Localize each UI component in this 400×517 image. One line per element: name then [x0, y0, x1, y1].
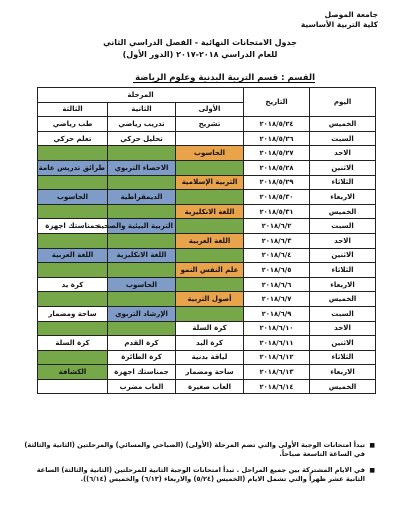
date-cell: ٢٠١٨/٦/٧ [244, 292, 310, 307]
day-cell: الاثنين [310, 160, 376, 175]
table-row [38, 131, 376, 146]
stage-first-cell [176, 190, 244, 205]
stage-second-cell: كرة الطائرة [108, 350, 176, 365]
table-row [38, 160, 376, 175]
stage-third-cell: ساحة ومضمار [38, 306, 108, 321]
day-cell: السبت [310, 131, 376, 146]
header-day: اليوم [310, 88, 376, 117]
stage-second-cell [108, 321, 176, 336]
stage-third-cell [38, 350, 108, 365]
stage-second-cell [108, 233, 176, 248]
day-cell: الاحد [310, 233, 376, 248]
day-cell: السبت [310, 219, 376, 234]
table-row [38, 292, 376, 307]
day-cell: الاربعاء [310, 190, 376, 205]
exam-table [37, 87, 376, 394]
stage-first-cell: تشريح [176, 117, 244, 132]
stage-third-cell [38, 379, 108, 394]
institution-header [301, 10, 378, 30]
date-cell: ٢٠١٨/٥/٣١ [244, 204, 310, 219]
date-cell: ٢٠١٨/٥/٣٠ [244, 190, 310, 205]
date-cell: ٢٠١٨/٦/٤ [244, 248, 310, 263]
stage-second-cell: تحليل حركي [108, 131, 176, 146]
date-cell: ٢٠١٨/٦/١٣ [244, 365, 310, 380]
date-cell: ٢٠١٨/٥/٢٧ [244, 146, 310, 161]
stage-third-cell: اللغة العربية [38, 248, 108, 263]
note-item: ■ في الايام المشتركة بين جميع المراحل . تبدأ امتحانات الوجبة الثانية للمرحلتين (الثانية والثالثة) الساعة الثانية عشر ظهراً والتي تشمل الايام (الخميس (٥/٢٤) والاربعاء (٦/١٣) والخميس (٦/١٤)). [20, 466, 375, 484]
stage-third-cell [38, 175, 108, 190]
date-cell: ٢٠١٨/٦/٩ [244, 306, 310, 321]
date-cell: ٢٠١٨/٥/٢٦ [244, 131, 310, 146]
stage-first-cell [176, 131, 244, 146]
day-cell: الاربعاء [310, 277, 376, 292]
stage-third-cell [38, 321, 108, 336]
day-cell: الاحد [310, 321, 376, 336]
stage-second-cell: اللغة الانكليزية [108, 248, 176, 263]
header-third: الثالثة [38, 102, 108, 117]
table-row [38, 233, 376, 248]
stage-third-cell [38, 146, 108, 161]
header-stage: المرحلة [38, 88, 244, 103]
day-cell: الثلاثاء [310, 263, 376, 278]
stage-first-cell: التربية الإسلامية [176, 175, 244, 190]
day-cell: الثلاثاء [310, 350, 376, 365]
stage-second-cell: جمناستك اجهزة [108, 365, 176, 380]
stage-third-cell: الكشافة [38, 365, 108, 380]
stage-third-cell: كرة يد [38, 277, 108, 292]
date-cell: ٢٠١٨/٦/٢ [244, 219, 310, 234]
day-cell: الاحد [310, 146, 376, 161]
date-cell: ٢٠١٨/٥/٢٨ [244, 160, 310, 175]
day-cell: الاثنين [310, 336, 376, 351]
stage-first-cell [176, 219, 244, 234]
stage-second-cell [108, 263, 176, 278]
date-cell: ٢٠١٨/٥/٢٩ [244, 175, 310, 190]
table-row [38, 321, 376, 336]
table-row [38, 336, 376, 351]
stage-second-cell: الإرشاد التربوي [108, 306, 176, 321]
stage-second-cell: تدريب رياضي [108, 117, 176, 132]
stage-first-cell [176, 248, 244, 263]
date-cell: ٢٠١٨/٦/١٢ [244, 350, 310, 365]
stage-third-cell [38, 292, 108, 307]
date-cell: ٢٠١٨/٦/١٤ [244, 379, 310, 394]
table-row [38, 248, 376, 263]
table-row [38, 379, 376, 394]
stage-first-cell: لياقة بدنية [176, 350, 244, 365]
stage-first-cell: اللغة الانكليزية [176, 204, 244, 219]
table-row [38, 277, 376, 292]
stage-second-cell: التربية البيئية والصحية [108, 219, 176, 234]
day-cell: الخميس [310, 292, 376, 307]
date-cell: ٢٠١٨/٦/١٠ [244, 321, 310, 336]
table-row [38, 219, 376, 234]
stage-third-cell: تعلم حركي [38, 131, 108, 146]
table-row [38, 263, 376, 278]
header-date: التاريخ [244, 88, 310, 117]
stage-third-cell [38, 263, 108, 278]
day-cell: الاربعاء [310, 365, 376, 380]
table-row [38, 190, 376, 205]
day-cell: الخميس [310, 117, 376, 132]
stage-third-cell: طب رياضي [38, 117, 108, 132]
stage-second-cell: الديمقراطية [108, 190, 176, 205]
stage-third-cell: طرائق تدريس عامة [38, 160, 108, 175]
stage-third-cell: كرة السلة [38, 336, 108, 351]
stage-second-cell [108, 175, 176, 190]
day-cell: السبت [310, 306, 376, 321]
date-cell: ٢٠١٨/٦/١١ [244, 336, 310, 351]
stage-first-cell [176, 160, 244, 175]
stage-second-cell: الحاسوب [108, 277, 176, 292]
department-prefix: القسم [287, 73, 315, 83]
stage-second-cell [108, 292, 176, 307]
stage-first-cell: كرة اليد [176, 336, 244, 351]
stage-second-cell: كرة القدم [108, 336, 176, 351]
stage-third-cell [38, 204, 108, 219]
date-cell: ٢٠١٨/٦/٦ [244, 277, 310, 292]
date-cell: ٢٠١٨/٦/٥ [244, 263, 310, 278]
stage-second-cell: العاب مضرب [108, 379, 176, 394]
stage-first-cell: أصول التربية [176, 292, 244, 307]
schedule-title: جدول الامتحانات النهائية - الفصل الدراسي الثاني [103, 38, 297, 47]
stage-third-cell: جمناستك اجهزة [38, 219, 108, 234]
stage-first-cell: كرة السلة [176, 321, 244, 336]
college-name: كلية التربية الأساسية [300, 20, 378, 29]
table-row [38, 146, 376, 161]
university-name: جامعة الموصل [324, 10, 378, 19]
academic-year: للعام الدراسي ٢٠١٨-٢٠١٧ (الدور الأول) [122, 50, 278, 59]
stage-first-cell [176, 306, 244, 321]
table-row [38, 306, 376, 321]
stage-third-cell [38, 233, 108, 248]
date-cell: ٢٠١٨/٦/٣ [244, 233, 310, 248]
stage-second-cell [108, 204, 176, 219]
stage-first-cell: علم النفس النمو [176, 263, 244, 278]
stage-first-cell: الحاسوب [176, 146, 244, 161]
table-row [38, 365, 376, 380]
day-cell: الثلاثاء [310, 175, 376, 190]
table-header-row-1 [38, 88, 376, 103]
stage-third-cell: الحاسوب [38, 190, 108, 205]
note-item: ■ تبدأ امتحانات الوجبة الأولى والتي تضم المرحلة (الأولى) (الصباحي والمسائي) والمرحلتين (الثانية والثالثة) في الساعة التاسعة صباحاً. [20, 441, 375, 459]
table-row [38, 175, 376, 190]
stage-second-cell [108, 146, 176, 161]
date-cell: ٢٠١٨/٥/٢٤ [244, 117, 310, 132]
department-underline [133, 82, 315, 83]
day-cell: الاثنين [310, 248, 376, 263]
stage-first-cell: اللغة العربية [176, 233, 244, 248]
table-row [38, 350, 376, 365]
day-cell: الخميس [310, 204, 376, 219]
table-row [38, 117, 376, 132]
stage-second-cell: الاحصاء التربوي [108, 160, 176, 175]
header-first: الأولى [176, 102, 244, 117]
stage-first-cell: ساحة ومضمار [176, 365, 244, 380]
header-second: الثانية [108, 102, 176, 117]
table-row [38, 204, 376, 219]
stage-first-cell [176, 277, 244, 292]
day-cell: الخميس [310, 379, 376, 394]
department-name: : قسم التربية البدنية وعلوم الرياضة [135, 73, 285, 83]
notes-section [20, 441, 375, 491]
stage-first-cell: العاب صغيرة [176, 379, 244, 394]
